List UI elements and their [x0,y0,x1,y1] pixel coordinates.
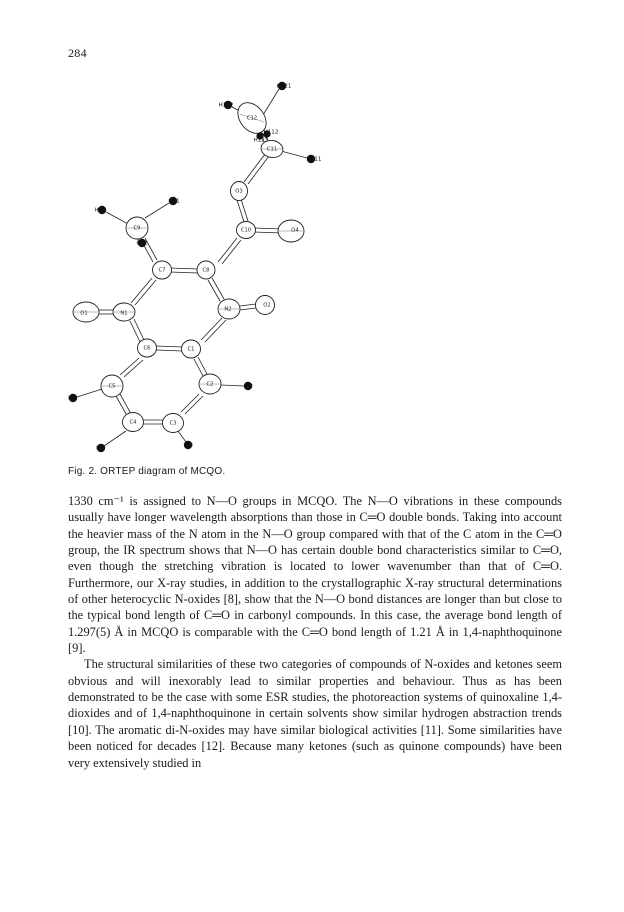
label-o1: O1 [80,310,88,317]
label-h111: H111 [306,156,322,163]
ortep-figure [60,70,360,460]
label-c4: C4 [129,419,137,426]
bond-c6-c1-b [156,350,182,351]
bond-n2-o2 [240,304,256,306]
paragraph-2: The structural similarities of these two categories of compounds of N-oxides and ketones seem obvious and will inexorably lead to similar properties and behaviour. Thus as has been demonstrated to be the case with some ESR studies, the photoreaction systems of quinoxaline 1,4-dioxides and of 1,4-naphthoquinone in certain solvents show similar hydrogen abstraction trends [10]. The aromatic di-N-oxides may have similar biological activities [11]. Some similarities have been noticed for decades [12]. Because many ketones (such as quinone compounds) have been very extensively studied in [68,657,562,770]
label-h93: H93 [94,207,106,214]
label-h2: H2 [245,383,253,390]
label-c2: C2 [206,381,214,388]
label-c6: C6 [143,345,151,352]
bond-c8-n2-b [212,278,224,299]
label-o4: O4 [291,227,299,234]
hydrogen-spheres [69,82,315,452]
body-text [68,493,562,771]
bond-c7-n1-b [135,280,156,305]
bond-n2-c1 [201,318,222,340]
bond-c3-h3 [178,431,186,442]
bond-o3-c10 [237,200,244,222]
label-h112: H112 [263,129,279,136]
label-h122: H122 [218,102,234,109]
label-c12: C12 [246,115,258,122]
bond-c9-h91 [145,203,169,218]
label-h123: H123 [253,137,269,144]
ortep-diagram [60,70,360,460]
label-h5: H5 [68,395,76,402]
label-c7: C7 [158,267,166,274]
bond-n2-o2-b [240,308,256,310]
bond-n1-c6 [130,321,140,342]
bond-c5-h5 [77,389,102,397]
bond-c7-c8 [170,268,198,269]
label-c9: C9 [133,225,141,232]
bond-c4-h4 [104,431,126,446]
label-c11: C11 [266,146,278,153]
label-c5: C5 [108,383,116,390]
label-h121: H121 [276,83,292,90]
bond-c10-c8 [218,238,237,262]
bond-c11-h111 [281,151,307,158]
label-o3: O3 [235,188,243,195]
label-c1: C1 [187,346,195,353]
bond-c5-c4 [116,396,126,414]
bond-c7-c8-b [170,272,198,273]
label-c10: C10 [240,227,252,234]
figure-caption: Fig. 2. ORTEP diagram of MCQO. [68,466,226,477]
bond-c10-c8-b [222,240,241,264]
label-h3: H3 [185,442,193,449]
bond-o3-c10-b [241,199,248,221]
bond-c6-c1 [156,346,182,347]
label-c3: C3 [169,420,177,427]
bond-c9-h93 [106,212,130,225]
page-number: 284 [68,46,87,60]
bond-n2-c1-b [205,320,226,342]
label-h92: H92 [136,240,148,247]
label-n2: N2 [224,306,232,313]
bond-c7-n1 [131,278,152,303]
bond-n1-c6-b [134,319,144,340]
bond-c2-h2 [221,385,244,386]
hydrogen-labels [68,84,322,452]
bond-c11-o3-b [248,156,269,184]
bond-c1-c2 [194,359,203,376]
bond-c11-o3 [244,154,265,182]
label-n1: N1 [120,310,128,317]
label-h91: H91 [168,198,180,205]
label-c8: C8 [202,267,210,274]
paragraph-1: 1330 cm⁻¹ is assigned to N—O groups in MCQO. The N—O vibrations in these compounds usually have longer wavelength absorptions than those in C═O double bonds. Taking into account the heavier mass of the N atom in the N—O group compared with that of the C atom in the C═O group, the IR spectrum shows that N—O has certain double bond characteristics similar to C═O, even though the stretching vibration is located to lower wavenumber than that of C═O. Furthermore, our X-ray studies, in addition to the crystallographic X-ray structural determinations of other heterocyclic N-oxides [8], show that the N—O bond distances are longer than but close to the typical bond length of C═O in carbonyl compounds. In this case, the average bond length of 1.297(5) Å in MCQO is comparable with the C═O bond length of 1.21 Å in 1,4-naphthoquinone [9]. [68,494,562,656]
bond-c8-n2 [208,280,220,301]
bond-c5-c4-b [120,394,130,412]
label-o2: O2 [263,302,271,309]
bond-c1-c2-b [198,357,207,374]
label-h4: H4 [96,445,104,452]
